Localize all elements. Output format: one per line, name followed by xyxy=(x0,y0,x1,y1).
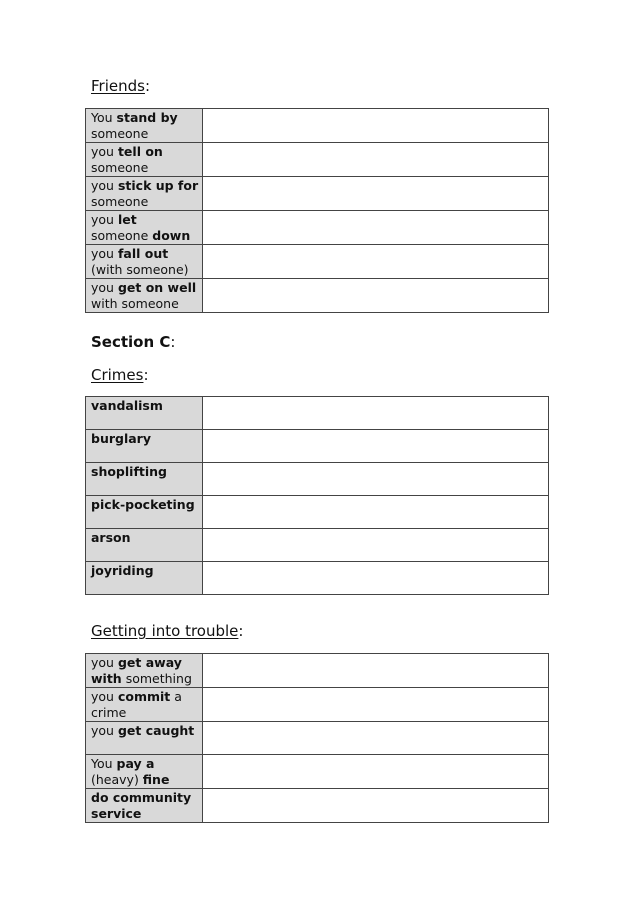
table-row xyxy=(86,143,549,177)
answer-cell[interactable] xyxy=(203,496,549,529)
table-row xyxy=(86,496,549,529)
answer-cell[interactable] xyxy=(203,211,549,245)
term-keyword: stand by xyxy=(116,110,178,125)
term-keyword: pay a xyxy=(116,756,155,771)
term-cell xyxy=(86,463,203,496)
term-text: (with someone) xyxy=(91,262,189,277)
answer-cell[interactable] xyxy=(203,562,549,595)
answer-cell[interactable] xyxy=(203,463,549,496)
crime-term: vandalism xyxy=(91,398,163,413)
term-keyword: fall out xyxy=(117,246,169,261)
table-row xyxy=(86,529,549,562)
term-keyword: let xyxy=(117,212,137,227)
term-text: someone xyxy=(91,126,149,141)
table-row xyxy=(86,430,549,463)
answer-cell[interactable] xyxy=(203,688,549,722)
answer-cell[interactable] xyxy=(203,654,549,688)
term-cell xyxy=(86,562,203,595)
term-keyword: commit xyxy=(117,689,171,704)
table-row xyxy=(86,211,549,245)
heading-crimes-title: Crimes xyxy=(91,366,144,384)
term-keyword: stick up for xyxy=(117,178,199,193)
crime-term: arson xyxy=(91,530,131,545)
term-keyword: down xyxy=(152,228,191,243)
term-cell xyxy=(86,789,203,823)
table-row xyxy=(86,722,549,755)
crime-term: burglary xyxy=(91,431,151,446)
term-text: you xyxy=(91,178,118,193)
table-row xyxy=(86,755,549,789)
crimes-table xyxy=(85,396,549,595)
term-text: you xyxy=(91,723,118,738)
term-text: you xyxy=(91,280,118,295)
trouble-table xyxy=(85,653,549,823)
heading-section-c: Section C: xyxy=(91,333,176,351)
table-row xyxy=(86,109,549,143)
table-row xyxy=(86,688,549,722)
term-cell xyxy=(86,688,203,722)
term-text: you xyxy=(91,655,118,670)
term-cell xyxy=(86,755,203,789)
heading-trouble: Getting into trouble: xyxy=(91,622,244,640)
term-text: You xyxy=(91,110,117,125)
answer-cell[interactable] xyxy=(203,789,549,823)
answer-cell[interactable] xyxy=(203,397,549,430)
table-row xyxy=(86,245,549,279)
term-text: someone xyxy=(91,160,149,175)
term-keyword: service xyxy=(91,806,142,821)
term-cell xyxy=(86,211,203,245)
term-cell xyxy=(86,496,203,529)
heading-trouble-title: Getting into trouble xyxy=(91,622,239,640)
term-cell xyxy=(86,143,203,177)
table-row xyxy=(86,654,549,688)
term-cell xyxy=(86,245,203,279)
crime-term: shoplifting xyxy=(91,464,167,479)
term-text: something xyxy=(121,671,192,686)
term-keyword: tell on xyxy=(117,144,163,159)
term-text: you xyxy=(91,246,118,261)
term-keyword: do community xyxy=(91,790,192,805)
answer-cell[interactable] xyxy=(203,430,549,463)
table-row xyxy=(86,397,549,430)
term-cell xyxy=(86,529,203,562)
friends-table xyxy=(85,108,549,313)
term-text: (heavy) xyxy=(91,772,143,787)
term-keyword: get away xyxy=(117,655,182,670)
term-cell xyxy=(86,722,203,755)
answer-cell[interactable] xyxy=(203,529,549,562)
table-row xyxy=(86,177,549,211)
heading-friends-title: Friends xyxy=(91,77,145,95)
term-cell xyxy=(86,654,203,688)
term-keyword: get caught xyxy=(117,723,195,738)
term-keyword: get on well xyxy=(117,280,197,295)
table-row xyxy=(86,279,549,313)
term-text: someone xyxy=(91,228,153,243)
term-text: you xyxy=(91,689,118,704)
answer-cell[interactable] xyxy=(203,722,549,755)
term-text: You xyxy=(91,756,117,771)
answer-cell[interactable] xyxy=(203,143,549,177)
term-cell xyxy=(86,279,203,313)
crime-term: joyriding xyxy=(91,563,154,578)
term-text: someone xyxy=(91,194,149,209)
heading-friends: Friends: xyxy=(91,77,151,95)
term-cell xyxy=(86,109,203,143)
answer-cell[interactable] xyxy=(203,109,549,143)
heading-section-c-title: Section C xyxy=(91,333,171,351)
heading-crimes: Crimes: xyxy=(91,366,149,384)
answer-cell[interactable] xyxy=(203,279,549,313)
term-text: crime xyxy=(91,705,127,720)
table-row xyxy=(86,789,549,823)
term-cell xyxy=(86,430,203,463)
term-cell xyxy=(86,177,203,211)
term-text: with someone xyxy=(91,296,179,311)
table-row xyxy=(86,562,549,595)
term-text: you xyxy=(91,144,118,159)
table-row xyxy=(86,463,549,496)
term-keyword: with xyxy=(91,671,122,686)
crime-term: pick-pocketing xyxy=(91,497,195,512)
answer-cell[interactable] xyxy=(203,755,549,789)
term-text: you xyxy=(91,212,118,227)
answer-cell[interactable] xyxy=(203,245,549,279)
term-cell xyxy=(86,397,203,430)
answer-cell[interactable] xyxy=(203,177,549,211)
term-text: a xyxy=(170,689,182,704)
term-keyword: fine xyxy=(142,772,170,787)
